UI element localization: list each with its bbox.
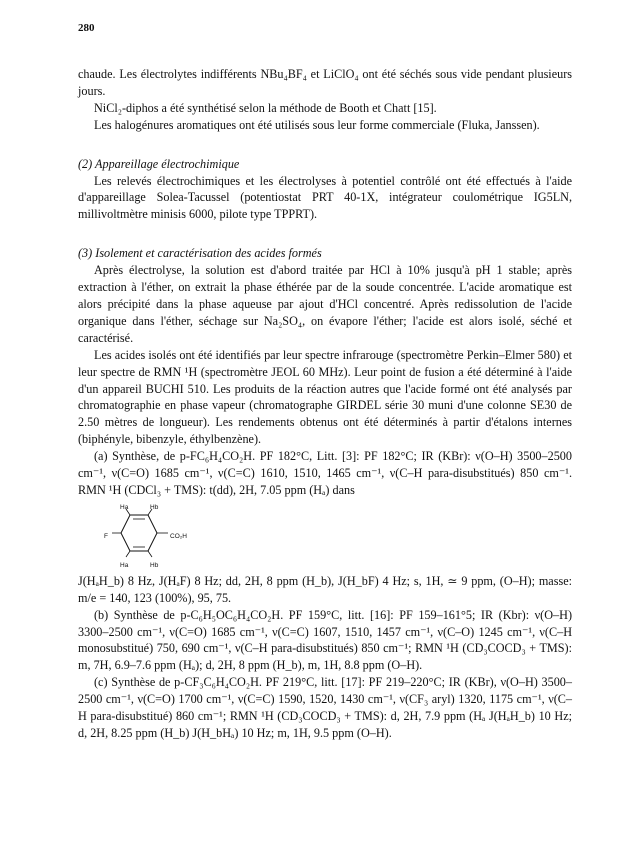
paragraph: Les relevés électrochimiques et les électrolyses à potentiel contrôlé ont été effectués à l'aide d'appareillage Solea-Tacussel (potentiostat PRT 40-1X, intégrateur coulométrique IG5LN, millivoltmètre minisis 6000, pilote type TPPRT). [78,173,572,222]
paragraph: Les halogénures aromatiques ont été utilisés sous leur forme commerciale (Fluka, Janssen). [94,117,540,132]
chemical-structure [92,501,252,569]
section-heading: (3) Isolement et caractérisation des acides formés [78,246,322,261]
paragraph: NiCl₂-diphos a été synthétisé selon la méthode de Booth et Chatt [15]. [94,100,437,115]
paragraph: (b) Synthèse de p-C₆H₅OC₆H₄CO₂H. PF 159°C, litt. [16]: PF 159–161°5; IR (Kbr): ν(O–H) 3300–2500 cm⁻¹, ν(C=O) 1685 cm⁻¹, ν(C=C) 1607, 1510, 1457 cm⁻¹, ν(C–O) 1245 cm⁻¹, ν(C–H monosubstitué) 750, 690 cm⁻¹, ν(C–H para-disubstitués) 850 cm⁻¹; RMN ¹H (CD₃COCD₃ + TMS): m, 7H, 6.9–7.6 ppm (Hₐ); d, 2H, 8 ppm (H_b), m, 1H, 8.8 ppm (O–H). [78,607,572,673]
paragraph: Après électrolyse, la solution est d'abord traitée par HCl à 10% jusqu'à pH 1 stable; après extraction à l'éther, on extrait la phase éthérée par de la soude concentrée. L'acide aromatique est alors précipité dans la phase aqueuse par ajout d'HCl concentré. Après redissolution de l'acide organique dans l'éther, séchage sur Na₂SO₄, on évapore l'éther; l'acide est alors isolé, séché et caractérisé. [78,263,572,345]
structure-label: F [104,532,108,540]
paragraph: chaude. Les électrolytes indifférents NBu₄BF₄ et LiClO₄ ont été séchés sous vide pendant plusieurs jours. [78,67,572,98]
section-heading: (2) Appareillage électrochimique [78,156,240,171]
page-number: 280 [78,22,95,34]
paragraph: (c) Synthèse de p-CF₃C₆H₄CO₂H. PF 219°C, litt. [17]: PF 219–220°C; IR (KBr), ν(O–H) 3500–2500 cm⁻¹, ν(C=O) 1700 cm⁻¹, ν(C=C) 1590, 1520, 1430 cm⁻¹, ν(CF₃ aryl) 1320, 1175 cm⁻¹, ν(C–H para-disubstitué) 860 cm⁻¹; RMN ¹H (CD₃COCD₃ + TMS): d, 2H, 7.9 ppm (Hₐ J(HₐH_b) 10 Hz; d, 2H, 8.25 ppm (H_b) J(H_bHₐ) 10 Hz; m, 1H, 9.5 ppm (O–H). [78,675,572,740]
structure-label: Hb [150,503,159,511]
structure-label: Hb [150,561,159,569]
paragraph: (a) Synthèse, de p-FC₆H₄CO₂H. PF 182°C, Litt. [3]: PF 182°C; IR (KBr): ν(O–H) 3500–2500 cm⁻¹, ν(C=O) 1685 cm⁻¹, ν(C=C) 1610, 1510, 1465 cm⁻¹, ν(C–H para-disubstitués) 850 cm⁻¹. RMN ¹H (CDCl₃ + TMS): t(dd), 2H, 7.05 ppm (Hₐ) dans [78,449,572,497]
structure-label: Ha [120,503,129,511]
paragraph: J(HₐH_b) 8 Hz, J(HₐF) 8 Hz; dd, 2H, 8 ppm (H_b), J(H_bF) 4 Hz; s, 1H, ≃ 9 ppm, (O–H); masse: m/e = 140, 123 (100%), 95, 75. [78,573,572,605]
structure-label: Ha [120,561,129,569]
structure-label: CO₂H [170,532,187,540]
paragraph: Les acides isolés ont été identifiés par leur spectre infrarouge (spectromètre Perkin–Elmer 580) et leur spectre de RMN ¹H (spectromètre JEOL 60 MHz). Leur point de fusion a été déterminé à l'aide d'un appareil BUCHI 510. Les produits de la réaction autres que l'acide formé ont été analysés par chromatographie en phase vapeur (chromatographe GIRDEL série 30 muni d'une colonne SE30 de 2.50 mètres de longueur). Les rendements obtenus ont été déterminés à partir d'étalons internes (biphényle, bibenzyle, éthylbenzène). [78,347,572,447]
article-body [78,66,572,742]
